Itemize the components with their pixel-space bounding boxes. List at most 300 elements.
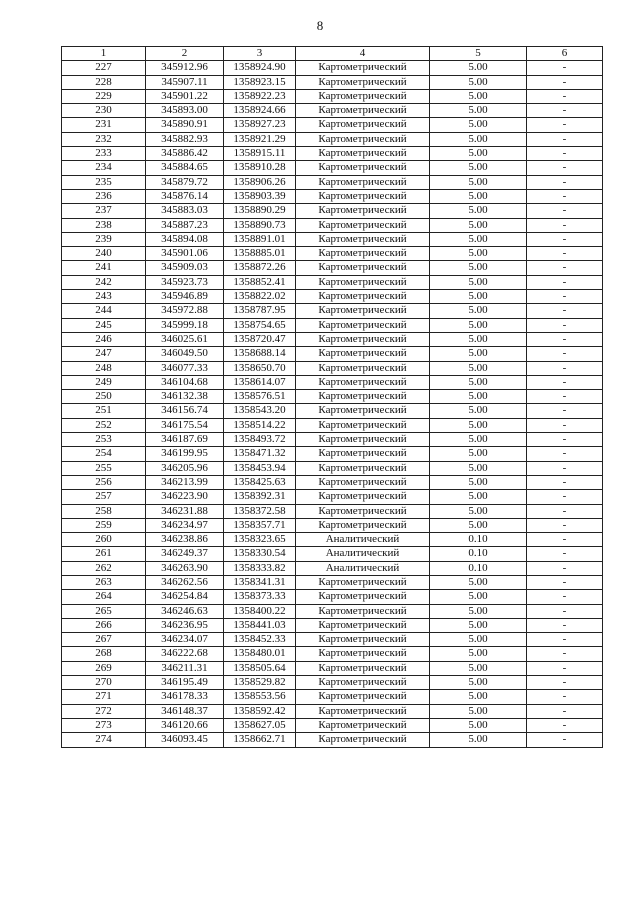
- note-cell: -: [527, 361, 603, 375]
- table-row: [62, 690, 603, 704]
- note-cell: -: [527, 433, 603, 447]
- method-cell: Картометрический: [296, 447, 430, 461]
- table-row: [62, 433, 603, 447]
- accuracy-cell: 5.00: [430, 718, 527, 732]
- accuracy-cell: 5.00: [430, 690, 527, 704]
- note-cell: -: [527, 718, 603, 732]
- table-row: [62, 418, 603, 432]
- point-number-cell: 237: [62, 204, 146, 218]
- accuracy-cell: 5.00: [430, 218, 527, 232]
- x-coordinate-cell: 346187.69: [146, 433, 224, 447]
- x-coordinate-cell: 346104.68: [146, 375, 224, 389]
- x-coordinate-cell: 346246.63: [146, 604, 224, 618]
- table-row: [62, 676, 603, 690]
- y-coordinate-cell: 1358906.26: [224, 175, 296, 189]
- method-cell: Картометрический: [296, 461, 430, 475]
- point-number-cell: 264: [62, 590, 146, 604]
- point-number-cell: 262: [62, 561, 146, 575]
- method-cell: Картометрический: [296, 89, 430, 103]
- point-number-cell: 267: [62, 633, 146, 647]
- accuracy-cell: 5.00: [430, 332, 527, 346]
- accuracy-cell: 5.00: [430, 676, 527, 690]
- y-coordinate-cell: 1358627.05: [224, 718, 296, 732]
- x-coordinate-cell: 346093.45: [146, 733, 224, 747]
- note-cell: -: [527, 161, 603, 175]
- y-coordinate-cell: 1358452.33: [224, 633, 296, 647]
- accuracy-cell: 5.00: [430, 75, 527, 89]
- note-cell: -: [527, 390, 603, 404]
- coordinates-table: [61, 46, 603, 748]
- method-cell: Картометрический: [296, 75, 430, 89]
- x-coordinate-cell: 346249.37: [146, 547, 224, 561]
- column-header-3: 3: [224, 47, 296, 61]
- y-coordinate-cell: 1358903.39: [224, 189, 296, 203]
- x-coordinate-cell: 345886.42: [146, 147, 224, 161]
- y-coordinate-cell: 1358480.01: [224, 647, 296, 661]
- accuracy-cell: 5.00: [430, 175, 527, 189]
- table-row: [62, 461, 603, 475]
- y-coordinate-cell: 1358923.15: [224, 75, 296, 89]
- method-cell: Картометрический: [296, 61, 430, 75]
- point-number-cell: 249: [62, 375, 146, 389]
- point-number-cell: 261: [62, 547, 146, 561]
- table-row: [62, 318, 603, 332]
- method-cell: Картометрический: [296, 704, 430, 718]
- point-number-cell: 234: [62, 161, 146, 175]
- x-coordinate-cell: 346234.97: [146, 518, 224, 532]
- point-number-cell: 245: [62, 318, 146, 332]
- point-number-cell: 227: [62, 61, 146, 75]
- method-cell: Картометрический: [296, 332, 430, 346]
- note-cell: -: [527, 590, 603, 604]
- note-cell: -: [527, 332, 603, 346]
- table-row: [62, 447, 603, 461]
- point-number-cell: 235: [62, 175, 146, 189]
- x-coordinate-cell: 346077.33: [146, 361, 224, 375]
- table-body: [62, 61, 603, 747]
- table-row: [62, 261, 603, 275]
- y-coordinate-cell: 1358720.47: [224, 332, 296, 346]
- point-number-cell: 251: [62, 404, 146, 418]
- method-cell: Картометрический: [296, 590, 430, 604]
- accuracy-cell: 5.00: [430, 318, 527, 332]
- y-coordinate-cell: 1358453.94: [224, 461, 296, 475]
- table-row: [62, 547, 603, 561]
- accuracy-cell: 5.00: [430, 275, 527, 289]
- accuracy-cell: 5.00: [430, 304, 527, 318]
- table-row: [62, 204, 603, 218]
- accuracy-cell: 5.00: [430, 647, 527, 661]
- column-header-2: 2: [146, 47, 224, 61]
- accuracy-cell: 5.00: [430, 418, 527, 432]
- x-coordinate-cell: 345972.88: [146, 304, 224, 318]
- accuracy-cell: 5.00: [430, 618, 527, 632]
- y-coordinate-cell: 1358852.41: [224, 275, 296, 289]
- table-row: [62, 533, 603, 547]
- x-coordinate-cell: 346199.95: [146, 447, 224, 461]
- accuracy-cell: 5.00: [430, 704, 527, 718]
- x-coordinate-cell: 346175.54: [146, 418, 224, 432]
- accuracy-cell: 5.00: [430, 132, 527, 146]
- note-cell: -: [527, 633, 603, 647]
- y-coordinate-cell: 1358822.02: [224, 290, 296, 304]
- y-coordinate-cell: 1358921.29: [224, 132, 296, 146]
- x-coordinate-cell: 346231.88: [146, 504, 224, 518]
- x-coordinate-cell: 346213.99: [146, 475, 224, 489]
- method-cell: Картометрический: [296, 275, 430, 289]
- note-cell: -: [527, 447, 603, 461]
- point-number-cell: 256: [62, 475, 146, 489]
- table-row: [62, 647, 603, 661]
- accuracy-cell: 5.00: [430, 490, 527, 504]
- method-cell: Картометрический: [296, 118, 430, 132]
- table-row: [62, 575, 603, 589]
- y-coordinate-cell: 1358505.64: [224, 661, 296, 675]
- method-cell: Картометрический: [296, 433, 430, 447]
- method-cell: Картометрический: [296, 247, 430, 261]
- point-number-cell: 244: [62, 304, 146, 318]
- method-cell: Картометрический: [296, 518, 430, 532]
- table-row: [62, 661, 603, 675]
- accuracy-cell: 5.00: [430, 404, 527, 418]
- note-cell: -: [527, 275, 603, 289]
- note-cell: -: [527, 75, 603, 89]
- accuracy-cell: 5.00: [430, 161, 527, 175]
- point-number-cell: 229: [62, 89, 146, 103]
- table-row: [62, 718, 603, 732]
- point-number-cell: 274: [62, 733, 146, 747]
- y-coordinate-cell: 1358373.33: [224, 590, 296, 604]
- x-coordinate-cell: 345901.06: [146, 247, 224, 261]
- table-row: [62, 704, 603, 718]
- table-row: [62, 618, 603, 632]
- note-cell: -: [527, 733, 603, 747]
- table-row: [62, 590, 603, 604]
- table-row: [62, 290, 603, 304]
- table-row: [62, 175, 603, 189]
- point-number-cell: 260: [62, 533, 146, 547]
- accuracy-cell: 5.00: [430, 247, 527, 261]
- accuracy-cell: 5.00: [430, 89, 527, 103]
- point-number-cell: 270: [62, 676, 146, 690]
- point-number-cell: 247: [62, 347, 146, 361]
- point-number-cell: 265: [62, 604, 146, 618]
- note-cell: -: [527, 676, 603, 690]
- method-cell: Картометрический: [296, 147, 430, 161]
- y-coordinate-cell: 1358543.20: [224, 404, 296, 418]
- table-row: [62, 89, 603, 103]
- note-cell: -: [527, 561, 603, 575]
- note-cell: -: [527, 304, 603, 318]
- table-row: [62, 361, 603, 375]
- accuracy-cell: 5.00: [430, 375, 527, 389]
- x-coordinate-cell: 346238.86: [146, 533, 224, 547]
- y-coordinate-cell: 1358787.95: [224, 304, 296, 318]
- table-row: [62, 147, 603, 161]
- note-cell: -: [527, 290, 603, 304]
- table-row: [62, 161, 603, 175]
- y-coordinate-cell: 1358392.31: [224, 490, 296, 504]
- table-row: [62, 189, 603, 203]
- method-cell: Картометрический: [296, 718, 430, 732]
- note-cell: -: [527, 690, 603, 704]
- method-cell: Картометрический: [296, 232, 430, 246]
- accuracy-cell: 5.00: [430, 261, 527, 275]
- x-coordinate-cell: 346025.61: [146, 332, 224, 346]
- method-cell: Картометрический: [296, 161, 430, 175]
- table-row: [62, 504, 603, 518]
- accuracy-cell: 5.00: [430, 633, 527, 647]
- y-coordinate-cell: 1358662.71: [224, 733, 296, 747]
- accuracy-cell: 5.00: [430, 290, 527, 304]
- table-row: [62, 304, 603, 318]
- note-cell: -: [527, 104, 603, 118]
- accuracy-cell: 0.10: [430, 561, 527, 575]
- y-coordinate-cell: 1358754.65: [224, 318, 296, 332]
- x-coordinate-cell: 346049.50: [146, 347, 224, 361]
- method-cell: Картометрический: [296, 318, 430, 332]
- x-coordinate-cell: 346205.96: [146, 461, 224, 475]
- x-coordinate-cell: 346263.90: [146, 561, 224, 575]
- y-coordinate-cell: 1358915.11: [224, 147, 296, 161]
- accuracy-cell: 5.00: [430, 461, 527, 475]
- x-coordinate-cell: 345999.18: [146, 318, 224, 332]
- accuracy-cell: 5.00: [430, 604, 527, 618]
- accuracy-cell: 5.00: [430, 590, 527, 604]
- x-coordinate-cell: 346156.74: [146, 404, 224, 418]
- method-cell: Картометрический: [296, 676, 430, 690]
- method-cell: Картометрический: [296, 475, 430, 489]
- table-row: [62, 104, 603, 118]
- note-cell: -: [527, 89, 603, 103]
- table-row: [62, 75, 603, 89]
- method-cell: Картометрический: [296, 261, 430, 275]
- table-row: [62, 390, 603, 404]
- point-number-cell: 273: [62, 718, 146, 732]
- x-coordinate-cell: 346236.95: [146, 618, 224, 632]
- table-row: [62, 275, 603, 289]
- note-cell: -: [527, 247, 603, 261]
- method-cell: Аналитический: [296, 547, 430, 561]
- x-coordinate-cell: 345876.14: [146, 189, 224, 203]
- x-coordinate-cell: 346148.37: [146, 704, 224, 718]
- method-cell: Аналитический: [296, 561, 430, 575]
- note-cell: -: [527, 204, 603, 218]
- point-number-cell: 242: [62, 275, 146, 289]
- y-coordinate-cell: 1358357.71: [224, 518, 296, 532]
- point-number-cell: 263: [62, 575, 146, 589]
- point-number-cell: 236: [62, 189, 146, 203]
- y-coordinate-cell: 1358330.54: [224, 547, 296, 561]
- note-cell: -: [527, 547, 603, 561]
- table-row: [62, 61, 603, 75]
- table-row: [62, 375, 603, 389]
- note-cell: -: [527, 418, 603, 432]
- point-number-cell: 240: [62, 247, 146, 261]
- x-coordinate-cell: 345879.72: [146, 175, 224, 189]
- x-coordinate-cell: 345890.91: [146, 118, 224, 132]
- method-cell: Картометрический: [296, 661, 430, 675]
- accuracy-cell: 5.00: [430, 390, 527, 404]
- point-number-cell: 266: [62, 618, 146, 632]
- y-coordinate-cell: 1358471.32: [224, 447, 296, 461]
- table-row: [62, 247, 603, 261]
- method-cell: Картометрический: [296, 690, 430, 704]
- table-row: [62, 347, 603, 361]
- column-header-5: 5: [430, 47, 527, 61]
- method-cell: Картометрический: [296, 733, 430, 747]
- point-number-cell: 254: [62, 447, 146, 461]
- x-coordinate-cell: 345901.22: [146, 89, 224, 103]
- point-number-cell: 257: [62, 490, 146, 504]
- x-coordinate-cell: 345909.03: [146, 261, 224, 275]
- method-cell: Картометрический: [296, 575, 430, 589]
- table-row: [62, 633, 603, 647]
- accuracy-cell: 5.00: [430, 475, 527, 489]
- accuracy-cell: 5.00: [430, 118, 527, 132]
- accuracy-cell: 5.00: [430, 347, 527, 361]
- header-row: [62, 47, 603, 61]
- x-coordinate-cell: 346262.56: [146, 575, 224, 589]
- x-coordinate-cell: 345883.03: [146, 204, 224, 218]
- y-coordinate-cell: 1358910.28: [224, 161, 296, 175]
- accuracy-cell: 5.00: [430, 232, 527, 246]
- accuracy-cell: 5.00: [430, 361, 527, 375]
- method-cell: Картометрический: [296, 633, 430, 647]
- method-cell: Картометрический: [296, 175, 430, 189]
- point-number-cell: 239: [62, 232, 146, 246]
- accuracy-cell: 5.00: [430, 575, 527, 589]
- note-cell: -: [527, 347, 603, 361]
- table-row: [62, 490, 603, 504]
- method-cell: Картометрический: [296, 304, 430, 318]
- note-cell: -: [527, 661, 603, 675]
- point-number-cell: 258: [62, 504, 146, 518]
- method-cell: Картометрический: [296, 347, 430, 361]
- page-number: 8: [316, 18, 324, 33]
- accuracy-cell: 5.00: [430, 504, 527, 518]
- method-cell: Картометрический: [296, 104, 430, 118]
- table-row: [62, 604, 603, 618]
- point-number-cell: 271: [62, 690, 146, 704]
- y-coordinate-cell: 1358890.73: [224, 218, 296, 232]
- x-coordinate-cell: 345907.11: [146, 75, 224, 89]
- x-coordinate-cell: 346211.31: [146, 661, 224, 675]
- accuracy-cell: 5.00: [430, 147, 527, 161]
- note-cell: -: [527, 533, 603, 547]
- note-cell: -: [527, 704, 603, 718]
- method-cell: Картометрический: [296, 647, 430, 661]
- method-cell: Картометрический: [296, 204, 430, 218]
- accuracy-cell: 5.00: [430, 733, 527, 747]
- x-coordinate-cell: 345882.93: [146, 132, 224, 146]
- note-cell: -: [527, 318, 603, 332]
- accuracy-cell: 5.00: [430, 189, 527, 203]
- accuracy-cell: 5.00: [430, 433, 527, 447]
- note-cell: -: [527, 618, 603, 632]
- table-row: [62, 518, 603, 532]
- x-coordinate-cell: 345884.65: [146, 161, 224, 175]
- method-cell: Картометрический: [296, 504, 430, 518]
- accuracy-cell: 0.10: [430, 533, 527, 547]
- method-cell: Картометрический: [296, 618, 430, 632]
- table-row: [62, 218, 603, 232]
- method-cell: Картометрический: [296, 418, 430, 432]
- x-coordinate-cell: 346195.49: [146, 676, 224, 690]
- accuracy-cell: 5.00: [430, 104, 527, 118]
- y-coordinate-cell: 1358400.22: [224, 604, 296, 618]
- x-coordinate-cell: 346223.90: [146, 490, 224, 504]
- accuracy-cell: 5.00: [430, 661, 527, 675]
- note-cell: -: [527, 575, 603, 589]
- accuracy-cell: 5.00: [430, 518, 527, 532]
- note-cell: -: [527, 475, 603, 489]
- accuracy-cell: 5.00: [430, 204, 527, 218]
- point-number-cell: 250: [62, 390, 146, 404]
- y-coordinate-cell: 1358576.51: [224, 390, 296, 404]
- table-header: [62, 47, 603, 61]
- point-number-cell: 253: [62, 433, 146, 447]
- y-coordinate-cell: 1358885.01: [224, 247, 296, 261]
- accuracy-cell: 5.00: [430, 61, 527, 75]
- method-cell: Картометрический: [296, 604, 430, 618]
- table-row: [62, 733, 603, 747]
- point-number-cell: 231: [62, 118, 146, 132]
- note-cell: -: [527, 147, 603, 161]
- method-cell: Картометрический: [296, 390, 430, 404]
- x-coordinate-cell: 346178.33: [146, 690, 224, 704]
- point-number-cell: 268: [62, 647, 146, 661]
- method-cell: Картометрический: [296, 290, 430, 304]
- table-row: [62, 561, 603, 575]
- column-header-4: 4: [296, 47, 430, 61]
- y-coordinate-cell: 1358688.14: [224, 347, 296, 361]
- x-coordinate-cell: 346132.38: [146, 390, 224, 404]
- column-header-6: 6: [527, 47, 603, 61]
- point-number-cell: 248: [62, 361, 146, 375]
- table-row: [62, 232, 603, 246]
- note-cell: -: [527, 461, 603, 475]
- y-coordinate-cell: 1358922.23: [224, 89, 296, 103]
- y-coordinate-cell: 1358341.31: [224, 575, 296, 589]
- y-coordinate-cell: 1358891.01: [224, 232, 296, 246]
- y-coordinate-cell: 1358493.72: [224, 433, 296, 447]
- y-coordinate-cell: 1358927.23: [224, 118, 296, 132]
- note-cell: -: [527, 404, 603, 418]
- accuracy-cell: 0.10: [430, 547, 527, 561]
- y-coordinate-cell: 1358650.70: [224, 361, 296, 375]
- method-cell: Картометрический: [296, 218, 430, 232]
- x-coordinate-cell: 345912.96: [146, 61, 224, 75]
- x-coordinate-cell: 346234.07: [146, 633, 224, 647]
- point-number-cell: 255: [62, 461, 146, 475]
- point-number-cell: 233: [62, 147, 146, 161]
- x-coordinate-cell: 345887.23: [146, 218, 224, 232]
- point-number-cell: 243: [62, 290, 146, 304]
- note-cell: -: [527, 189, 603, 203]
- y-coordinate-cell: 1358529.82: [224, 676, 296, 690]
- point-number-cell: 269: [62, 661, 146, 675]
- method-cell: Картометрический: [296, 132, 430, 146]
- method-cell: Картометрический: [296, 361, 430, 375]
- x-coordinate-cell: 346120.66: [146, 718, 224, 732]
- x-coordinate-cell: 346222.68: [146, 647, 224, 661]
- note-cell: -: [527, 647, 603, 661]
- note-cell: -: [527, 232, 603, 246]
- point-number-cell: 252: [62, 418, 146, 432]
- note-cell: -: [527, 132, 603, 146]
- point-number-cell: 259: [62, 518, 146, 532]
